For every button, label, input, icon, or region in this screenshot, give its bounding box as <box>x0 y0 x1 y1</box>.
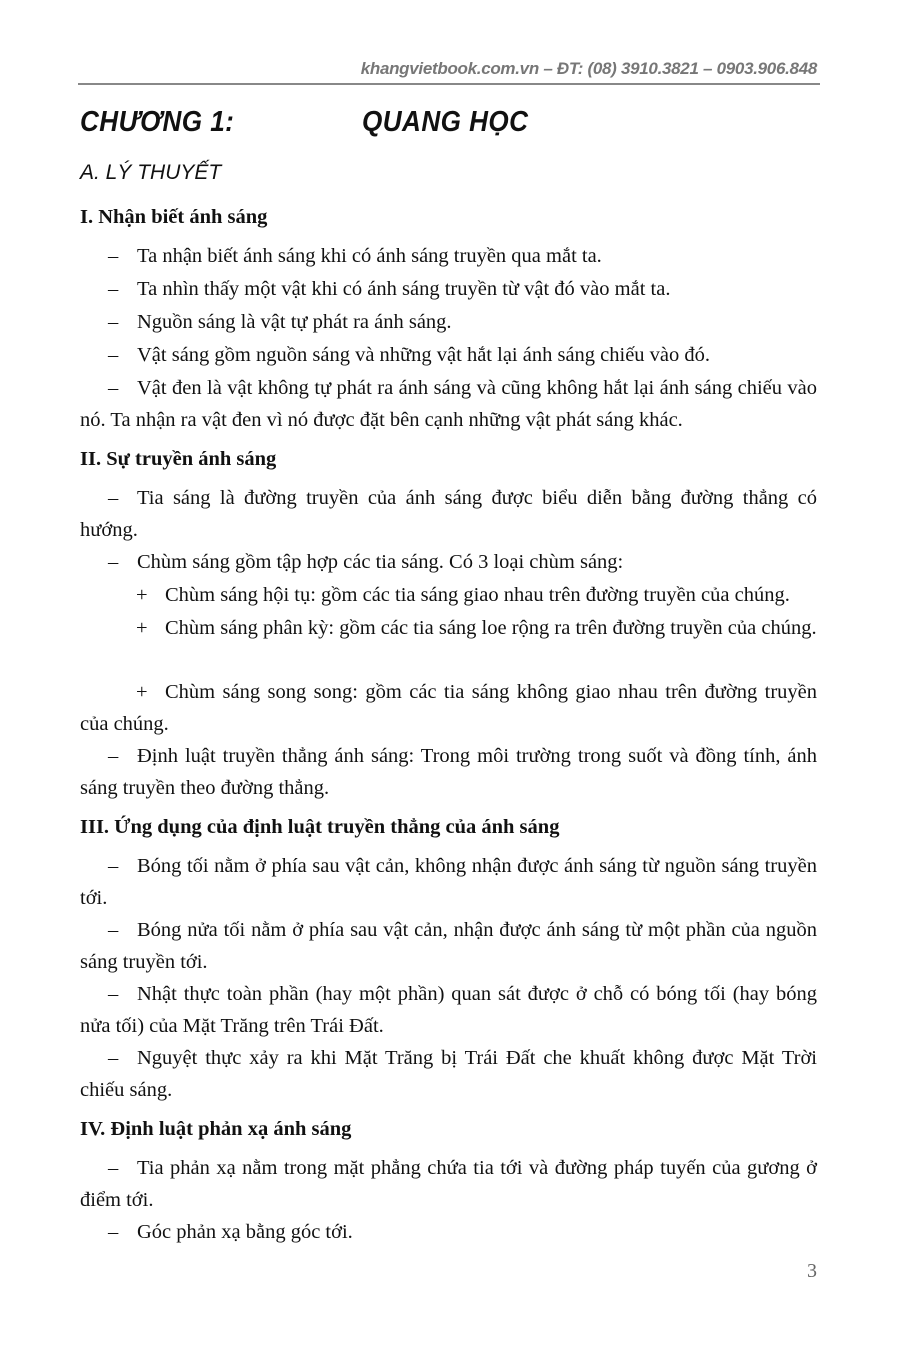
chapter-label: CHƯƠNG 1: <box>80 106 235 138</box>
list-item <box>80 677 817 740</box>
paragraph-text: Chùm sáng gồm tập hợp các tia sáng. Có 3 loại chùm sáng: <box>137 551 624 573</box>
list-item <box>80 851 817 914</box>
paragraph-text: Bóng tối nằm ở phía sau vật cản, không nhận được ánh sáng từ nguồn sáng truyền tới. <box>80 855 817 909</box>
list-item <box>80 613 817 645</box>
list-item <box>80 1217 817 1249</box>
dash-bullet: – <box>108 919 119 941</box>
list-item <box>80 340 817 372</box>
dash-bullet: – <box>108 344 119 366</box>
dash-bullet: – <box>108 278 119 300</box>
list-item <box>80 373 817 436</box>
plus-bullet: + <box>136 681 148 703</box>
paragraph-text: Định luật truyền thẳng ánh sáng: Trong môi trường trong suốt và đồng tính, ánh sáng truyền theo đường thẳng. <box>80 745 817 799</box>
running-header: khangvietbook.com.vn – ĐT: (08) 3910.3821 – 0903.906.848 <box>360 59 817 78</box>
paragraph-text: Chùm sáng hội tụ: gồm các tia sáng giao nhau trên đường truyền của chúng. <box>165 584 790 606</box>
dash-bullet: – <box>108 855 119 877</box>
list-item <box>80 1043 817 1106</box>
list-item <box>80 547 817 579</box>
paragraph-text: Vật sáng gồm nguồn sáng và những vật hắt lại ánh sáng chiếu vào đó. <box>137 344 711 366</box>
list-item <box>80 307 817 339</box>
paragraph-text: IV. Định luật phản xạ ánh sáng <box>80 1118 352 1140</box>
header-divider <box>78 83 820 85</box>
dash-bullet: – <box>108 487 119 509</box>
dash-bullet: – <box>108 745 119 767</box>
plus-bullet: + <box>136 584 148 606</box>
list-item <box>80 1153 817 1216</box>
paragraph-text: III. Ứng dụng của định luật truyền thẳng của ánh sáng <box>80 816 560 838</box>
paragraph-text: II. Sự truyền ánh sáng <box>80 448 277 470</box>
subsection-heading <box>80 444 817 476</box>
plus-bullet: + <box>136 617 148 639</box>
paragraph-text: Tia phản xạ nằm trong mặt phẳng chứa tia tới và đường pháp tuyến của gương ở điểm tới. <box>80 1157 817 1211</box>
dash-bullet: – <box>108 1047 119 1069</box>
dash-bullet: – <box>108 551 119 573</box>
paragraph-text: Góc phản xạ bằng góc tới. <box>137 1221 353 1243</box>
dash-bullet: – <box>108 1157 119 1179</box>
list-item <box>80 979 817 1042</box>
paragraph-text: Vật đen là vật không tự phát ra ánh sáng và cũng không hắt lại ánh sáng chiếu vào nó. Ta nhận ra vật đen vì nó được đặt bên cạnh những vật phát sáng khác. <box>80 377 817 431</box>
list-item <box>80 915 817 978</box>
list-item <box>80 741 817 804</box>
list-item <box>80 483 817 546</box>
section-heading: A. LÝ THUYẾT <box>80 161 222 184</box>
paragraph-text: Chùm sáng song song: gồm các tia sáng không giao nhau trên đường truyền của chúng. <box>80 681 817 735</box>
subsection-heading <box>80 1114 817 1146</box>
paragraph-text: Nguồn sáng là vật tự phát ra ánh sáng. <box>137 311 452 333</box>
subsection-heading <box>80 202 817 234</box>
dash-bullet: – <box>108 311 119 333</box>
list-item <box>80 274 817 306</box>
paragraph-text: Nhật thực toàn phần (hay một phần) quan sát được ở chỗ có bóng tối (hay bóng nửa tối) của Mặt Trăng trên Trái Đất. <box>80 983 817 1037</box>
page-number: 3 <box>807 1260 817 1282</box>
paragraph-text: Ta nhìn thấy một vật khi có ánh sáng truyền từ vật đó vào mắt ta. <box>137 278 671 300</box>
paragraph-text: Nguyệt thực xảy ra khi Mặt Trăng bị Trái Đất che khuất không được Mặt Trời chiếu sáng. <box>80 1047 817 1101</box>
dash-bullet: – <box>108 245 119 267</box>
list-item <box>80 580 817 612</box>
chapter-title: QUANG HỌC <box>362 106 529 138</box>
paragraph-text: Bóng nửa tối nằm ở phía sau vật cản, nhận được ánh sáng từ một phần của nguồn sáng truyền tới. <box>80 919 817 973</box>
paragraph-text: I. Nhận biết ánh sáng <box>80 206 268 228</box>
subsection-heading <box>80 812 817 844</box>
paragraph-text: Tia sáng là đường truyền của ánh sáng được biểu diễn bằng đường thẳng có hướng. <box>80 487 817 541</box>
dash-bullet: – <box>108 1221 119 1243</box>
paragraph-text: Ta nhận biết ánh sáng khi có ánh sáng truyền qua mắt ta. <box>137 245 602 267</box>
dash-bullet: – <box>108 983 119 1005</box>
paragraph-text: Chùm sáng phân kỳ: gồm các tia sáng loe rộng ra trên đường truyền của chúng. <box>165 617 817 639</box>
list-item <box>80 241 817 273</box>
dash-bullet: – <box>108 377 119 399</box>
